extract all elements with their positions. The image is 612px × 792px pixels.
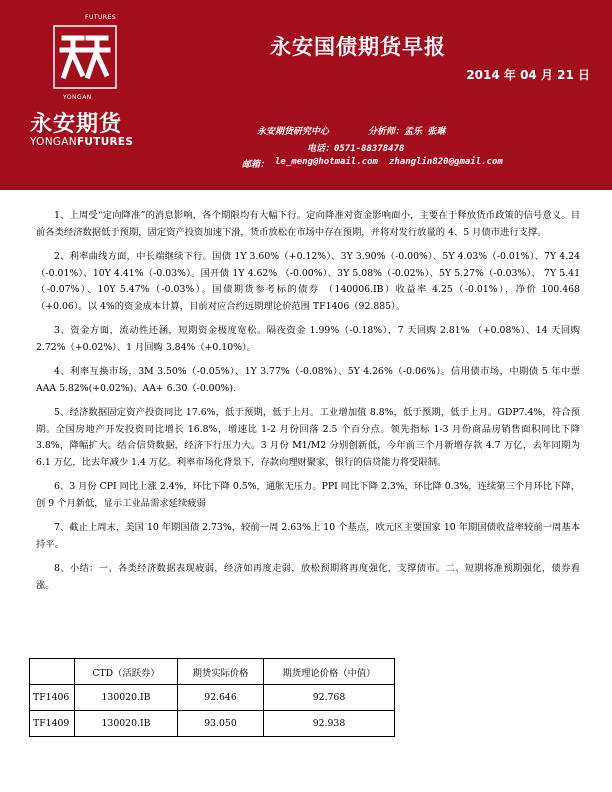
report-title: 永安国债期货早报 (270, 35, 446, 59)
table-cell: TF1409 (30, 711, 75, 737)
paragraph-7: 7、截止上周末，美国 10 年期国债 2.73%，较前一周 2.63%上 10 个基点，欧元区主要国家 10 年期国债收益率较前一周基本持平。 (36, 522, 580, 550)
table-row (30, 711, 395, 737)
table-cell: 130020.IB (75, 711, 178, 737)
logo-chinese-name: 永安期货 (30, 112, 123, 137)
table-cell: 92.768 (264, 685, 395, 711)
table-cell: 93.050 (178, 711, 264, 737)
contact-phone: 电话：0571-88378478 (307, 144, 405, 154)
table-cell: TF1406 (30, 685, 75, 711)
paragraph-1: 1、上周受“定向降准”的消息影响，各个期限均有大幅下行。定向降准对资金影响面小，主要在于释放货币政策的信号意义。目前各类经济数据低于预期，固定资产投资加速下滑，货币放松在市场中存在预期，并将对发行放量的 4、5 月债市进行支撑。 (36, 210, 580, 238)
email-label: 邮箱： (242, 160, 270, 170)
report-body (36, 208, 580, 602)
logo-en-part-b: FUTURES (76, 136, 134, 148)
table-cell: 92.938 (264, 711, 395, 737)
table-header-cell: 期货理论价格（中值） (264, 659, 395, 685)
futures-price-table (29, 658, 395, 737)
logo-yongan-text: YONGAN (63, 94, 92, 101)
logo-en-part-a: YONGAN (30, 136, 77, 148)
paragraph-3: 3、资金方面，流动性还涵，短期资金极度宽松。隔夜资金 1.99%（-0.18%），7 天回购 2.81% （+0.08%）、14 天回购 2.72%（+0.02%）、1 月回购 3.84%（+0.10%）。 (36, 325, 580, 353)
logo-english-name (30, 136, 140, 148)
paragraph-8: 8、小结：一、各类经济数据表现疲弱，经济如再度走弱，放松预期将再度强化，支撑债市。二、短期将准预期强化，债券看涨。 (36, 563, 580, 591)
table-header-row (30, 659, 395, 685)
report-header (0, 0, 612, 190)
logo-futures-text: FUTURES (85, 14, 117, 21)
table-row (30, 685, 395, 711)
paragraph-6: 6、3 月份 CPI 同比上涨 2.4%，环比下降 0.5%，通胀无压力。PPI 同比下降 2.3%，环比降 0.3%，连续第三个月环比下降，创 9 个月新低，显示工业品需求延续疲弱 (36, 481, 580, 509)
paragraph-5: 5、经济数据固定资产投资同比 17.6%，低于预期，低于上月。工业增加值 8.8%，低于预期，低于上月。GDP7.4%，符合预期。全国房地产开发投资同比增长 16.8%，增速比 1-2 月份回落 2.5 个百分点。领先指标 1-3 月份商品房销售面积同比下降 3.8%，降幅扩大。结合信贷数据，经济下行压力大。3 月份 M1/M2 分别创新低，今年前三个月新增存款 4.7 万亿，去年同期为 6.1 万亿，比去年减少 1.4 万亿。利率市场化背景下，存款向理财聚家，银行的信贷能力将受限制。 (36, 407, 580, 468)
paragraph-4: 4、利率互换市场，3M 3.50%（-0.05%）、1Y 3.77%（-0.08%）、5Y 4.26%（-0.06%）。信用债市场，中期债 5 年中票 AAA 5.82%(+0.02%)、AA+ 6.30（-0.00%). (36, 366, 580, 394)
report-date: 2014 年 04 月 21 日 (466, 68, 590, 82)
paragraph-2: 2、利率曲线方面，中长端继续下行。国债 1Y 3.60%（+0.12%）、3Y 3.90%（-0.00%）、5Y 4.03%（-0.01%）、7Y 4.24（-0.01%）、10Y 4.41%（-0.03%）。国开债 1Y 4.62% （-0.00%）、3Y 5.08%（-0.02%）、5Y 5.27%（-0.03%）、 7Y 5.41（-0.07%）、10Y 5.47%（-0.03%）。国债期货参考标的债券 （140006.IB）收益率 4.25（-0.01%），净价 100.468（+0.06）。以 4%的资金成本计算，目前对应合约远期理论价范围 TF1406（92.885）。 (36, 251, 580, 312)
yongan-logo (30, 12, 140, 157)
research-center: 永安期货研究中心 (257, 127, 330, 137)
table-cell: 130020.IB (75, 685, 178, 711)
table-header-cell: 期货实际价格 (178, 659, 264, 685)
logo-mark-icon (52, 24, 118, 90)
email-link-2[interactable]: zhanglin820@gmail.com (389, 157, 503, 167)
email-link-1[interactable]: le_meng@hotmail.com (275, 157, 378, 167)
table-cell: 92.646 (178, 685, 264, 711)
table-header-cell: CTD（活跃券） (75, 659, 178, 685)
analyst-names: 分析师：孟乐 张琳 (368, 127, 446, 137)
table-header-cell (30, 659, 75, 685)
